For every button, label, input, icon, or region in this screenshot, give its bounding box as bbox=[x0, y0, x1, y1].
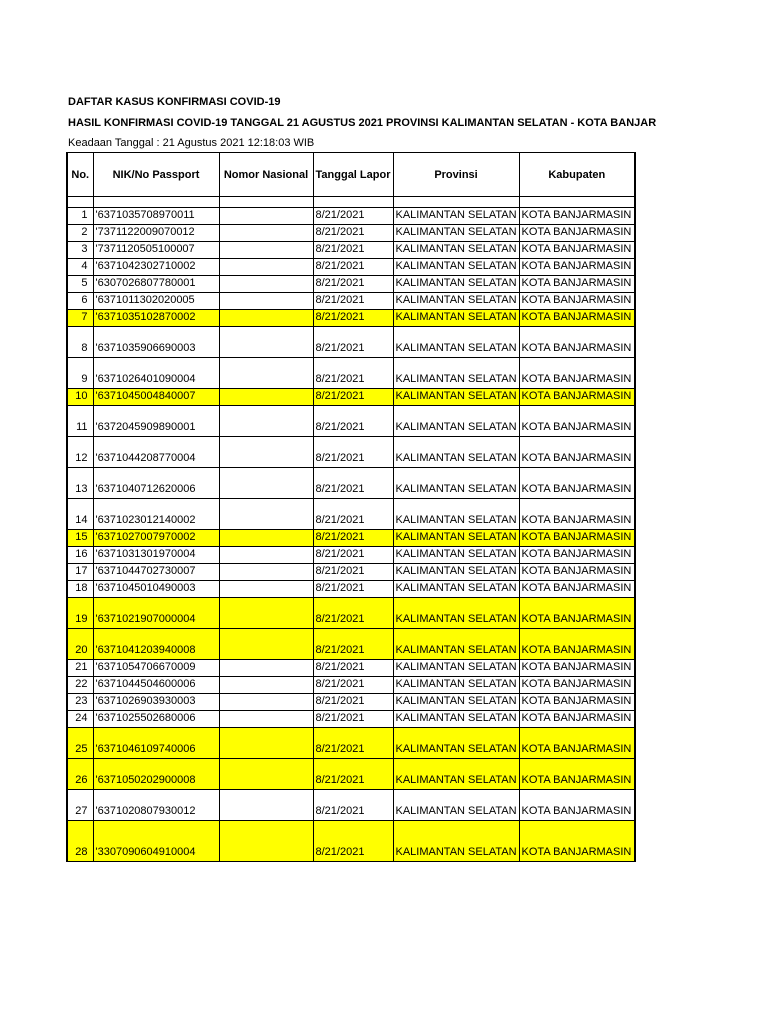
tanggal-lapor-cell: 8/21/2021 bbox=[313, 728, 393, 759]
provinsi-cell: KALIMANTAN SELATAN bbox=[393, 660, 519, 677]
kabupaten-cell: KOTA BANJARMASIN bbox=[519, 327, 635, 358]
provinsi-cell: KALIMANTAN SELATAN bbox=[393, 581, 519, 598]
tanggal-lapor-cell: 8/21/2021 bbox=[313, 598, 393, 629]
tanggal-lapor-cell: 8/21/2021 bbox=[313, 499, 393, 530]
table-row bbox=[67, 389, 635, 406]
table-row bbox=[67, 406, 635, 437]
provinsi-cell: KALIMANTAN SELATAN bbox=[393, 759, 519, 790]
tanggal-lapor-cell: 8/21/2021 bbox=[313, 677, 393, 694]
nik-cell: '6371045004840007 bbox=[93, 389, 219, 406]
kabupaten-cell: KOTA BANJARMASIN bbox=[519, 530, 635, 547]
nik-cell: '6371044208770004 bbox=[93, 437, 219, 468]
table-body bbox=[67, 197, 635, 862]
provinsi-cell: KALIMANTAN SELATAN bbox=[393, 821, 519, 862]
row-number: 11 bbox=[67, 406, 93, 437]
tanggal-lapor-cell: 8/21/2021 bbox=[313, 547, 393, 564]
provinsi-cell: KALIMANTAN SELATAN bbox=[393, 499, 519, 530]
nik-cell: '7371122009070012 bbox=[93, 225, 219, 242]
provinsi-cell: KALIMANTAN SELATAN bbox=[393, 225, 519, 242]
table-row bbox=[67, 564, 635, 581]
kabupaten-cell: KOTA BANJARMASIN bbox=[519, 547, 635, 564]
kabupaten-cell: KOTA BANJARMASIN bbox=[519, 208, 635, 225]
table-header-row bbox=[67, 153, 635, 197]
row-number: 16 bbox=[67, 547, 93, 564]
tanggal-lapor-cell: 8/21/2021 bbox=[313, 259, 393, 276]
table-row bbox=[67, 327, 635, 358]
nomor-nasional-cell bbox=[219, 437, 313, 468]
row-number: 23 bbox=[67, 694, 93, 711]
nomor-nasional-cell bbox=[219, 327, 313, 358]
table-row bbox=[67, 660, 635, 677]
tanggal-lapor-cell: 8/21/2021 bbox=[313, 660, 393, 677]
cases-table bbox=[66, 152, 636, 862]
nik-cell: '6371044702730007 bbox=[93, 564, 219, 581]
kabupaten-cell: KOTA BANJARMASIN bbox=[519, 821, 635, 862]
row-number: 9 bbox=[67, 358, 93, 389]
nomor-nasional-cell bbox=[219, 629, 313, 660]
provinsi-cell: KALIMANTAN SELATAN bbox=[393, 790, 519, 821]
tanggal-lapor-cell: 8/21/2021 bbox=[313, 208, 393, 225]
nomor-nasional-cell bbox=[219, 208, 313, 225]
row-number: 13 bbox=[67, 468, 93, 499]
header-no: No. bbox=[67, 153, 93, 197]
row-number: 1 bbox=[67, 208, 93, 225]
nik-cell: '6371031301970004 bbox=[93, 547, 219, 564]
kabupaten-cell: KOTA BANJARMASIN bbox=[519, 276, 635, 293]
provinsi-cell: KALIMANTAN SELATAN bbox=[393, 208, 519, 225]
row-number: 12 bbox=[67, 437, 93, 468]
nik-cell: '3307090604910004 bbox=[93, 821, 219, 862]
kabupaten-cell: KOTA BANJARMASIN bbox=[519, 259, 635, 276]
tanggal-lapor-cell: 8/21/2021 bbox=[313, 581, 393, 598]
tanggal-lapor-cell: 8/21/2021 bbox=[313, 759, 393, 790]
tanggal-lapor-cell: 8/21/2021 bbox=[313, 711, 393, 728]
spacer-row bbox=[67, 197, 635, 208]
nomor-nasional-cell bbox=[219, 499, 313, 530]
nik-cell: '6371041203940008 bbox=[93, 629, 219, 660]
nomor-nasional-cell bbox=[219, 711, 313, 728]
nomor-nasional-cell bbox=[219, 821, 313, 862]
row-number: 7 bbox=[67, 310, 93, 327]
table-row bbox=[67, 581, 635, 598]
row-number: 25 bbox=[67, 728, 93, 759]
table-row bbox=[67, 677, 635, 694]
row-number: 27 bbox=[67, 790, 93, 821]
nomor-nasional-cell bbox=[219, 547, 313, 564]
nomor-nasional-cell bbox=[219, 468, 313, 499]
kabupaten-cell: KOTA BANJARMASIN bbox=[519, 293, 635, 310]
tanggal-lapor-cell: 8/21/2021 bbox=[313, 564, 393, 581]
tanggal-lapor-cell: 8/21/2021 bbox=[313, 276, 393, 293]
nik-cell: '6372045909890001 bbox=[93, 406, 219, 437]
status-date: Keadaan Tanggal : 21 Agustus 2021 12:18:03 WIB bbox=[68, 137, 315, 149]
nomor-nasional-cell bbox=[219, 259, 313, 276]
row-number: 6 bbox=[67, 293, 93, 310]
kabupaten-cell: KOTA BANJARMASIN bbox=[519, 499, 635, 530]
tanggal-lapor-cell: 8/21/2021 bbox=[313, 530, 393, 547]
row-number: 5 bbox=[67, 276, 93, 293]
table-row bbox=[67, 276, 635, 293]
table-row bbox=[67, 821, 635, 862]
tanggal-lapor-cell: 8/21/2021 bbox=[313, 293, 393, 310]
tanggal-lapor-cell: 8/21/2021 bbox=[313, 310, 393, 327]
nomor-nasional-cell bbox=[219, 660, 313, 677]
table-row bbox=[67, 598, 635, 629]
table-row bbox=[67, 694, 635, 711]
provinsi-cell: KALIMANTAN SELATAN bbox=[393, 564, 519, 581]
nik-cell: '6371044504600006 bbox=[93, 677, 219, 694]
nik-cell: '6371050202900008 bbox=[93, 759, 219, 790]
provinsi-cell: KALIMANTAN SELATAN bbox=[393, 547, 519, 564]
nomor-nasional-cell bbox=[219, 790, 313, 821]
kabupaten-cell: KOTA BANJARMASIN bbox=[519, 694, 635, 711]
provinsi-cell: KALIMANTAN SELATAN bbox=[393, 629, 519, 660]
tanggal-lapor-cell: 8/21/2021 bbox=[313, 437, 393, 468]
row-number: 28 bbox=[67, 821, 93, 862]
provinsi-cell: KALIMANTAN SELATAN bbox=[393, 530, 519, 547]
nik-cell: '6371040712620006 bbox=[93, 468, 219, 499]
kabupaten-cell: KOTA BANJARMASIN bbox=[519, 242, 635, 259]
nomor-nasional-cell bbox=[219, 276, 313, 293]
provinsi-cell: KALIMANTAN SELATAN bbox=[393, 293, 519, 310]
header-nomor-nasional: Nomor Nasional bbox=[219, 153, 313, 197]
provinsi-cell: KALIMANTAN SELATAN bbox=[393, 406, 519, 437]
kabupaten-cell: KOTA BANJARMASIN bbox=[519, 598, 635, 629]
kabupaten-cell: KOTA BANJARMASIN bbox=[519, 437, 635, 468]
table-row bbox=[67, 310, 635, 327]
row-number: 17 bbox=[67, 564, 93, 581]
nomor-nasional-cell bbox=[219, 564, 313, 581]
provinsi-cell: KALIMANTAN SELATAN bbox=[393, 437, 519, 468]
document-title: DAFTAR KASUS KONFIRMASI COVID-19 bbox=[68, 96, 281, 108]
nik-cell: '6371027007970002 bbox=[93, 530, 219, 547]
nik-cell: '6371023012140002 bbox=[93, 499, 219, 530]
tanggal-lapor-cell: 8/21/2021 bbox=[313, 327, 393, 358]
tanggal-lapor-cell: 8/21/2021 bbox=[313, 242, 393, 259]
kabupaten-cell: KOTA BANJARMASIN bbox=[519, 711, 635, 728]
nik-cell: '6371042302710002 bbox=[93, 259, 219, 276]
nik-cell: '6371025502680006 bbox=[93, 711, 219, 728]
nik-cell: '6371046109740006 bbox=[93, 728, 219, 759]
table-row bbox=[67, 437, 635, 468]
row-number: 26 bbox=[67, 759, 93, 790]
kabupaten-cell: KOTA BANJARMASIN bbox=[519, 790, 635, 821]
tanggal-lapor-cell: 8/21/2021 bbox=[313, 389, 393, 406]
nik-cell: '6371011302020005 bbox=[93, 293, 219, 310]
nomor-nasional-cell bbox=[219, 358, 313, 389]
tanggal-lapor-cell: 8/21/2021 bbox=[313, 821, 393, 862]
provinsi-cell: KALIMANTAN SELATAN bbox=[393, 389, 519, 406]
table-row bbox=[67, 242, 635, 259]
tanggal-lapor-cell: 8/21/2021 bbox=[313, 358, 393, 389]
table-row bbox=[67, 259, 635, 276]
row-number: 2 bbox=[67, 225, 93, 242]
row-number: 21 bbox=[67, 660, 93, 677]
nomor-nasional-cell bbox=[219, 310, 313, 327]
provinsi-cell: KALIMANTAN SELATAN bbox=[393, 598, 519, 629]
table-row bbox=[67, 711, 635, 728]
row-number: 8 bbox=[67, 327, 93, 358]
row-number: 18 bbox=[67, 581, 93, 598]
provinsi-cell: KALIMANTAN SELATAN bbox=[393, 728, 519, 759]
row-number: 24 bbox=[67, 711, 93, 728]
provinsi-cell: KALIMANTAN SELATAN bbox=[393, 677, 519, 694]
kabupaten-cell: KOTA BANJARMASIN bbox=[519, 358, 635, 389]
kabupaten-cell: KOTA BANJARMASIN bbox=[519, 310, 635, 327]
table-row bbox=[67, 293, 635, 310]
kabupaten-cell: KOTA BANJARMASIN bbox=[519, 564, 635, 581]
row-number: 22 bbox=[67, 677, 93, 694]
nik-cell: '6371035708970011 bbox=[93, 208, 219, 225]
nomor-nasional-cell bbox=[219, 530, 313, 547]
nomor-nasional-cell bbox=[219, 694, 313, 711]
header-nik: NIK/No Passport bbox=[93, 153, 219, 197]
tanggal-lapor-cell: 8/21/2021 bbox=[313, 694, 393, 711]
provinsi-cell: KALIMANTAN SELATAN bbox=[393, 242, 519, 259]
kabupaten-cell: KOTA BANJARMASIN bbox=[519, 468, 635, 499]
row-number: 20 bbox=[67, 629, 93, 660]
table-row bbox=[67, 499, 635, 530]
nik-cell: '6371026903930003 bbox=[93, 694, 219, 711]
tanggal-lapor-cell: 8/21/2021 bbox=[313, 629, 393, 660]
nik-cell: '7371120505100007 bbox=[93, 242, 219, 259]
nomor-nasional-cell bbox=[219, 598, 313, 629]
table-row bbox=[67, 468, 635, 499]
row-number: 19 bbox=[67, 598, 93, 629]
table-row bbox=[67, 629, 635, 660]
tanggal-lapor-cell: 8/21/2021 bbox=[313, 406, 393, 437]
nik-cell: '6371045010490003 bbox=[93, 581, 219, 598]
tanggal-lapor-cell: 8/21/2021 bbox=[313, 225, 393, 242]
provinsi-cell: KALIMANTAN SELATAN bbox=[393, 276, 519, 293]
document-subtitle: HASIL KONFIRMASI COVID-19 TANGGAL 21 AGUSTUS 2021 PROVINSI KALIMANTAN SELATAN - KOTA BANJAR bbox=[68, 117, 657, 129]
row-number: 15 bbox=[67, 530, 93, 547]
nomor-nasional-cell bbox=[219, 293, 313, 310]
kabupaten-cell: KOTA BANJARMASIN bbox=[519, 759, 635, 790]
provinsi-cell: KALIMANTAN SELATAN bbox=[393, 711, 519, 728]
nik-cell: '6307026807780001 bbox=[93, 276, 219, 293]
table-row bbox=[67, 225, 635, 242]
nik-cell: '6371026401090004 bbox=[93, 358, 219, 389]
nik-cell: '6371021907000004 bbox=[93, 598, 219, 629]
kabupaten-cell: KOTA BANJARMASIN bbox=[519, 406, 635, 437]
table-row bbox=[67, 728, 635, 759]
kabupaten-cell: KOTA BANJARMASIN bbox=[519, 629, 635, 660]
tanggal-lapor-cell: 8/21/2021 bbox=[313, 790, 393, 821]
header-provinsi: Provinsi bbox=[393, 153, 519, 197]
nomor-nasional-cell bbox=[219, 759, 313, 790]
table-row bbox=[67, 530, 635, 547]
table-row bbox=[67, 759, 635, 790]
kabupaten-cell: KOTA BANJARMASIN bbox=[519, 677, 635, 694]
header-tanggal-lapor: Tanggal Lapor bbox=[313, 153, 393, 197]
nik-cell: '6371035906690003 bbox=[93, 327, 219, 358]
nomor-nasional-cell bbox=[219, 406, 313, 437]
nomor-nasional-cell bbox=[219, 389, 313, 406]
provinsi-cell: KALIMANTAN SELATAN bbox=[393, 358, 519, 389]
provinsi-cell: KALIMANTAN SELATAN bbox=[393, 694, 519, 711]
kabupaten-cell: KOTA BANJARMASIN bbox=[519, 728, 635, 759]
nik-cell: '6371020807930012 bbox=[93, 790, 219, 821]
table-row bbox=[67, 358, 635, 389]
table-row bbox=[67, 547, 635, 564]
row-number: 10 bbox=[67, 389, 93, 406]
nomor-nasional-cell bbox=[219, 677, 313, 694]
kabupaten-cell: KOTA BANJARMASIN bbox=[519, 660, 635, 677]
table-row bbox=[67, 208, 635, 225]
row-number: 4 bbox=[67, 259, 93, 276]
kabupaten-cell: KOTA BANJARMASIN bbox=[519, 389, 635, 406]
provinsi-cell: KALIMANTAN SELATAN bbox=[393, 468, 519, 499]
nik-cell: '6371054706670009 bbox=[93, 660, 219, 677]
provinsi-cell: KALIMANTAN SELATAN bbox=[393, 310, 519, 327]
provinsi-cell: KALIMANTAN SELATAN bbox=[393, 327, 519, 358]
kabupaten-cell: KOTA BANJARMASIN bbox=[519, 225, 635, 242]
kabupaten-cell: KOTA BANJARMASIN bbox=[519, 581, 635, 598]
nomor-nasional-cell bbox=[219, 581, 313, 598]
nik-cell: '6371035102870002 bbox=[93, 310, 219, 327]
provinsi-cell: KALIMANTAN SELATAN bbox=[393, 259, 519, 276]
table-row bbox=[67, 790, 635, 821]
row-number: 3 bbox=[67, 242, 93, 259]
row-number: 14 bbox=[67, 499, 93, 530]
nomor-nasional-cell bbox=[219, 242, 313, 259]
tanggal-lapor-cell: 8/21/2021 bbox=[313, 468, 393, 499]
nomor-nasional-cell bbox=[219, 225, 313, 242]
nomor-nasional-cell bbox=[219, 728, 313, 759]
header-kabupaten: Kabupaten bbox=[519, 153, 635, 197]
